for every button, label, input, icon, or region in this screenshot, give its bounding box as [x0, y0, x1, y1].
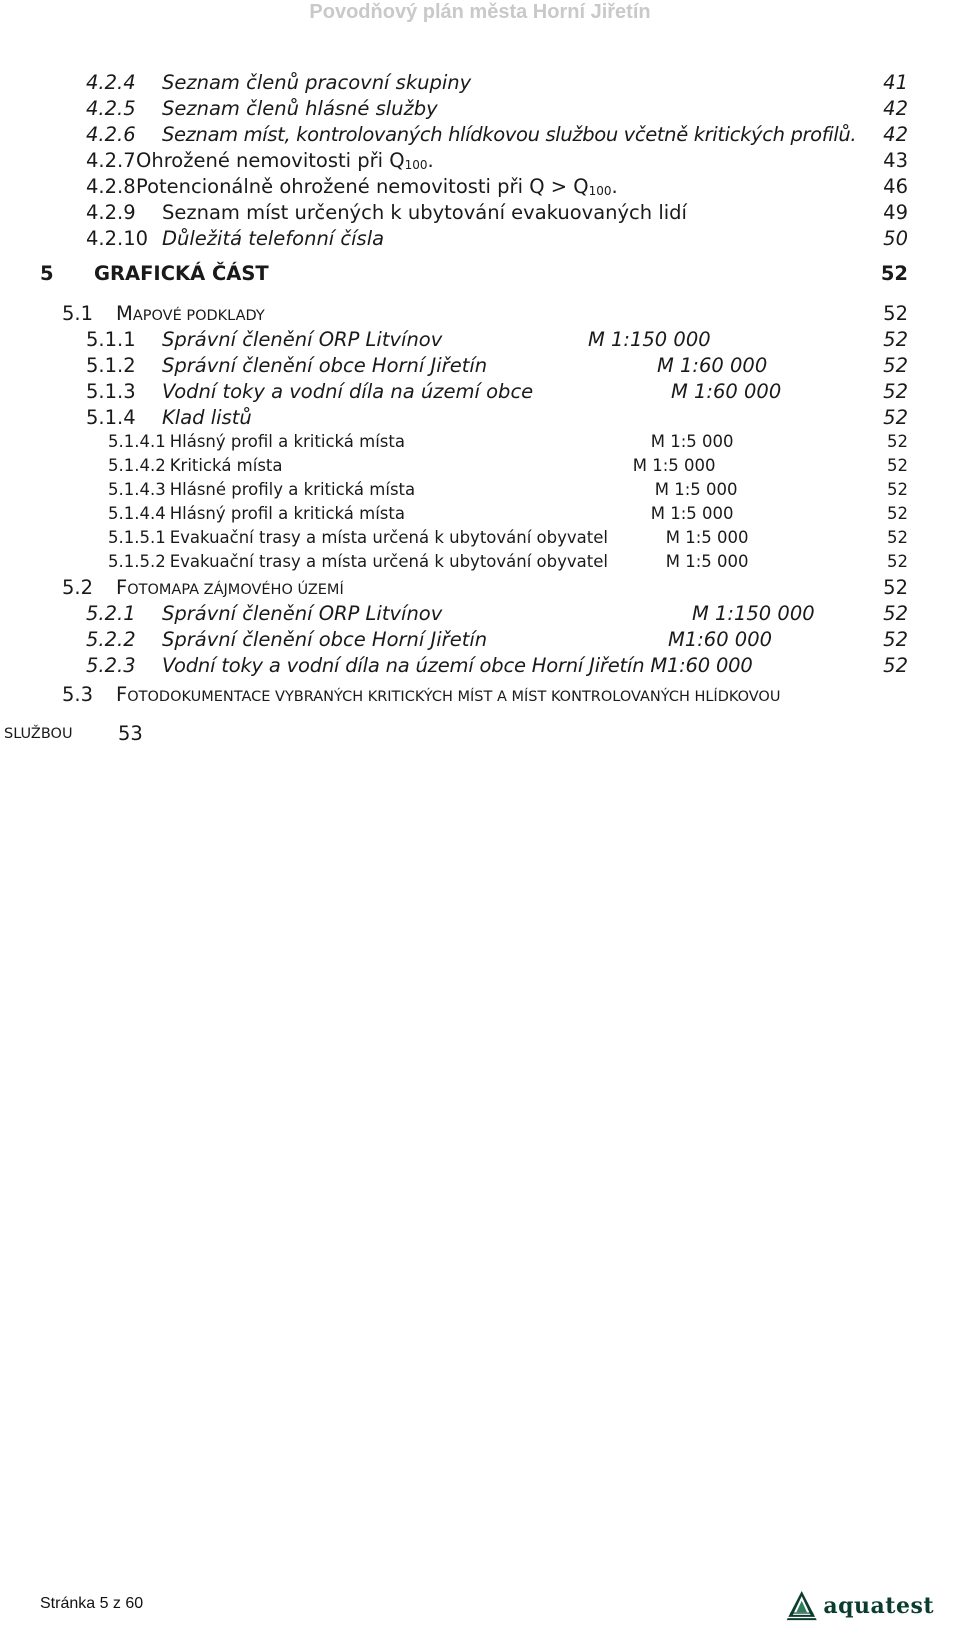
entry-page: 52	[880, 262, 908, 285]
entry-title: Seznam členů hlásné služby	[162, 97, 438, 120]
entry-title: Kritická místa	[169, 456, 283, 475]
entry-number: 5	[40, 262, 54, 285]
toc-entry-5-1-4-4[interactable]	[108, 503, 908, 525]
entry-number: 5.1.4.2	[108, 456, 166, 475]
continuation-text: SLUŽBOU	[4, 726, 73, 742]
aquatest-logo	[784, 1584, 934, 1628]
page-footer-number: Stránka 5 z 60	[40, 1595, 144, 1612]
entry-page: 52	[883, 576, 908, 599]
toc-entry-5-2[interactable]	[62, 575, 908, 603]
entry-number: 5.1.1	[86, 328, 136, 351]
toc-entry-5-1-4-1[interactable]	[108, 431, 908, 453]
entry-scale: M 1:60 000	[671, 380, 782, 403]
entry-scale: M 1:5 000	[650, 504, 734, 523]
entry-number: 5.2.2	[86, 628, 136, 651]
toc-entry-5-1-1[interactable]	[86, 327, 908, 353]
entry-page: 52	[883, 302, 908, 325]
toc-entry-5-2-1[interactable]	[86, 601, 908, 627]
entry-number: 5.1.4.4	[108, 504, 166, 523]
toc-entry-4-2-10[interactable]	[86, 226, 908, 252]
entry-title: Seznam míst, kontrolovaných hlídkovou službou včetně kritických profilů.	[162, 123, 857, 146]
entry-number: 5.2.1	[86, 602, 136, 625]
entry-title: Správní členění obce Horní Jiřetín	[162, 628, 488, 651]
entry-page: 52	[883, 654, 908, 677]
toc-entry-5-1-5-2[interactable]	[108, 551, 908, 573]
entry-title: Potencionálně ohrožené nemovitosti při $Q > Q_{100}$.	[136, 175, 618, 198]
entry-number: 5.2	[62, 576, 94, 599]
entry-scale: M 1:5 000	[654, 480, 738, 499]
entry-number: 5.1.3	[86, 380, 136, 403]
entry-title: Evakuační trasy a místa určená k ubytování obyvatel	[169, 552, 608, 571]
entry-title: Evakuační trasy a místa určená k ubytování obyvatel	[169, 528, 608, 547]
toc-entry-5-1-4-2[interactable]	[108, 455, 908, 477]
entry-number: 5.1.5.2	[108, 552, 166, 571]
entry-scale: M 1:5 000	[665, 528, 749, 547]
entry-number: 4.2.5	[86, 97, 136, 120]
toc-entry-5-2-3[interactable]	[86, 653, 908, 679]
entry-page: 52	[887, 456, 908, 475]
entry-title: Vodní toky a vodní díla na území obce	[162, 380, 534, 403]
toc-entry-4-2-6[interactable]	[86, 122, 908, 148]
toc-entry-5-1-4-3[interactable]	[108, 479, 908, 501]
toc-entry-5-3-continuation[interactable]	[4, 721, 143, 747]
toc-entry-5-1-5-1[interactable]	[108, 527, 908, 549]
entry-page: 52	[883, 602, 908, 625]
entry-title: Hlásný profil a kritická místa	[169, 432, 405, 451]
entry-scale: M 1:5 000	[632, 456, 716, 475]
toc-entry-5-1[interactable]	[62, 301, 908, 329]
entry-page: 52	[887, 528, 908, 547]
toc-entry-5-1-4[interactable]	[86, 405, 908, 431]
entry-page: 52	[887, 552, 908, 571]
entry-number: 4.2.8	[86, 175, 136, 198]
toc-entry-4-2-9[interactable]	[86, 200, 908, 226]
entry-title: Správní členění ORP Litvínov	[162, 602, 443, 625]
entry-page: 41	[883, 71, 908, 94]
entry-number: 4.2.6	[86, 123, 136, 146]
entry-title: GRAFICKÁ ČÁST	[94, 262, 269, 285]
entry-number: 5.1.2	[86, 354, 136, 377]
entry-title: Správní členění obce Horní Jiřetín	[162, 354, 488, 377]
toc-entry-5-1-3[interactable]	[86, 379, 908, 405]
entry-title: Hlásné profily a kritická místa	[169, 480, 416, 499]
entry-number: 5.1	[62, 302, 94, 325]
entry-title: Seznam míst určených k ubytování evakuovaných lidí	[162, 201, 687, 224]
entry-page: 49	[883, 201, 908, 224]
entry-title: FOTODOKUMENTACE VYBRANÝCH KRITICKÝCH MÍST A MÍST KONTROLOVANÝCH HLÍDKOVOU	[116, 683, 781, 706]
entry-page: 42	[883, 123, 908, 146]
entry-scale: M 1:150 000	[692, 602, 815, 625]
entry-number: 5.3	[62, 683, 94, 706]
entry-title: Seznam členů pracovní skupiny	[162, 71, 472, 94]
entry-page: 42	[883, 97, 908, 120]
entry-number: 5.1.4	[86, 406, 136, 429]
entry-page: 53	[118, 722, 143, 745]
entry-page: 46	[883, 175, 908, 198]
entry-scale: M 1:5 000	[650, 432, 734, 451]
entry-number: 5.2.3	[86, 654, 136, 677]
entry-page: 52	[887, 504, 908, 523]
entry-page: 52	[883, 354, 908, 377]
entry-page: 50	[883, 227, 908, 250]
entry-title: Hlásný profil a kritická místa	[169, 504, 405, 523]
entry-number: 5.1.4.3	[108, 480, 166, 499]
entry-number: 4.2.9	[86, 201, 136, 224]
entry-scale: M 1:60 000	[657, 354, 768, 377]
pyramid-icon	[784, 1587, 819, 1625]
toc-entry-5-1-2[interactable]	[86, 353, 908, 379]
entry-page: 52	[883, 406, 908, 429]
entry-title: Vodní toky a vodní díla na území obce Horní Jiřetín M1:60 000	[162, 654, 753, 677]
toc-entry-5-3[interactable]	[62, 682, 908, 710]
toc-entry-5-2-2[interactable]	[86, 627, 908, 653]
entry-page: 52	[883, 628, 908, 651]
entry-title: Klad listů	[162, 406, 252, 429]
entry-number: 5.1.5.1	[108, 528, 166, 547]
toc-entry-4-2-4[interactable]	[86, 70, 908, 96]
entry-title: Důležitá telefonní čísla	[162, 227, 385, 250]
entry-number: 4.2.4	[86, 71, 136, 94]
entry-title: Ohrožené nemovitosti při $Q_{100}$.	[136, 149, 434, 172]
toc-entry-4-2-5[interactable]	[86, 96, 908, 122]
entry-scale: M 1:150 000	[588, 328, 711, 351]
running-header: Povodňový plán města Horní Jiřetín	[309, 1, 651, 23]
entry-number: 5.1.4.1	[108, 432, 166, 451]
entry-number: 4.2.10	[86, 227, 149, 250]
entry-page: 52	[887, 432, 908, 451]
entry-title: MAPOVÉ PODKLADY	[116, 302, 265, 325]
entry-page: 43	[883, 149, 908, 172]
toc-entry-5[interactable]	[40, 261, 908, 287]
entry-number: 4.2.7	[86, 149, 136, 172]
entry-scale: M1:60 000	[668, 628, 773, 651]
entry-page: 52	[887, 480, 908, 499]
entry-title: FOTOMAPA ZÁJMOVÉHO ÚZEMÍ	[116, 576, 344, 599]
logo-text: aquatest	[823, 1593, 934, 1619]
entry-scale: M 1:5 000	[665, 552, 749, 571]
entry-page: 52	[883, 380, 908, 403]
entry-title: Správní členění ORP Litvínov	[162, 328, 443, 351]
entry-page: 52	[883, 328, 908, 351]
